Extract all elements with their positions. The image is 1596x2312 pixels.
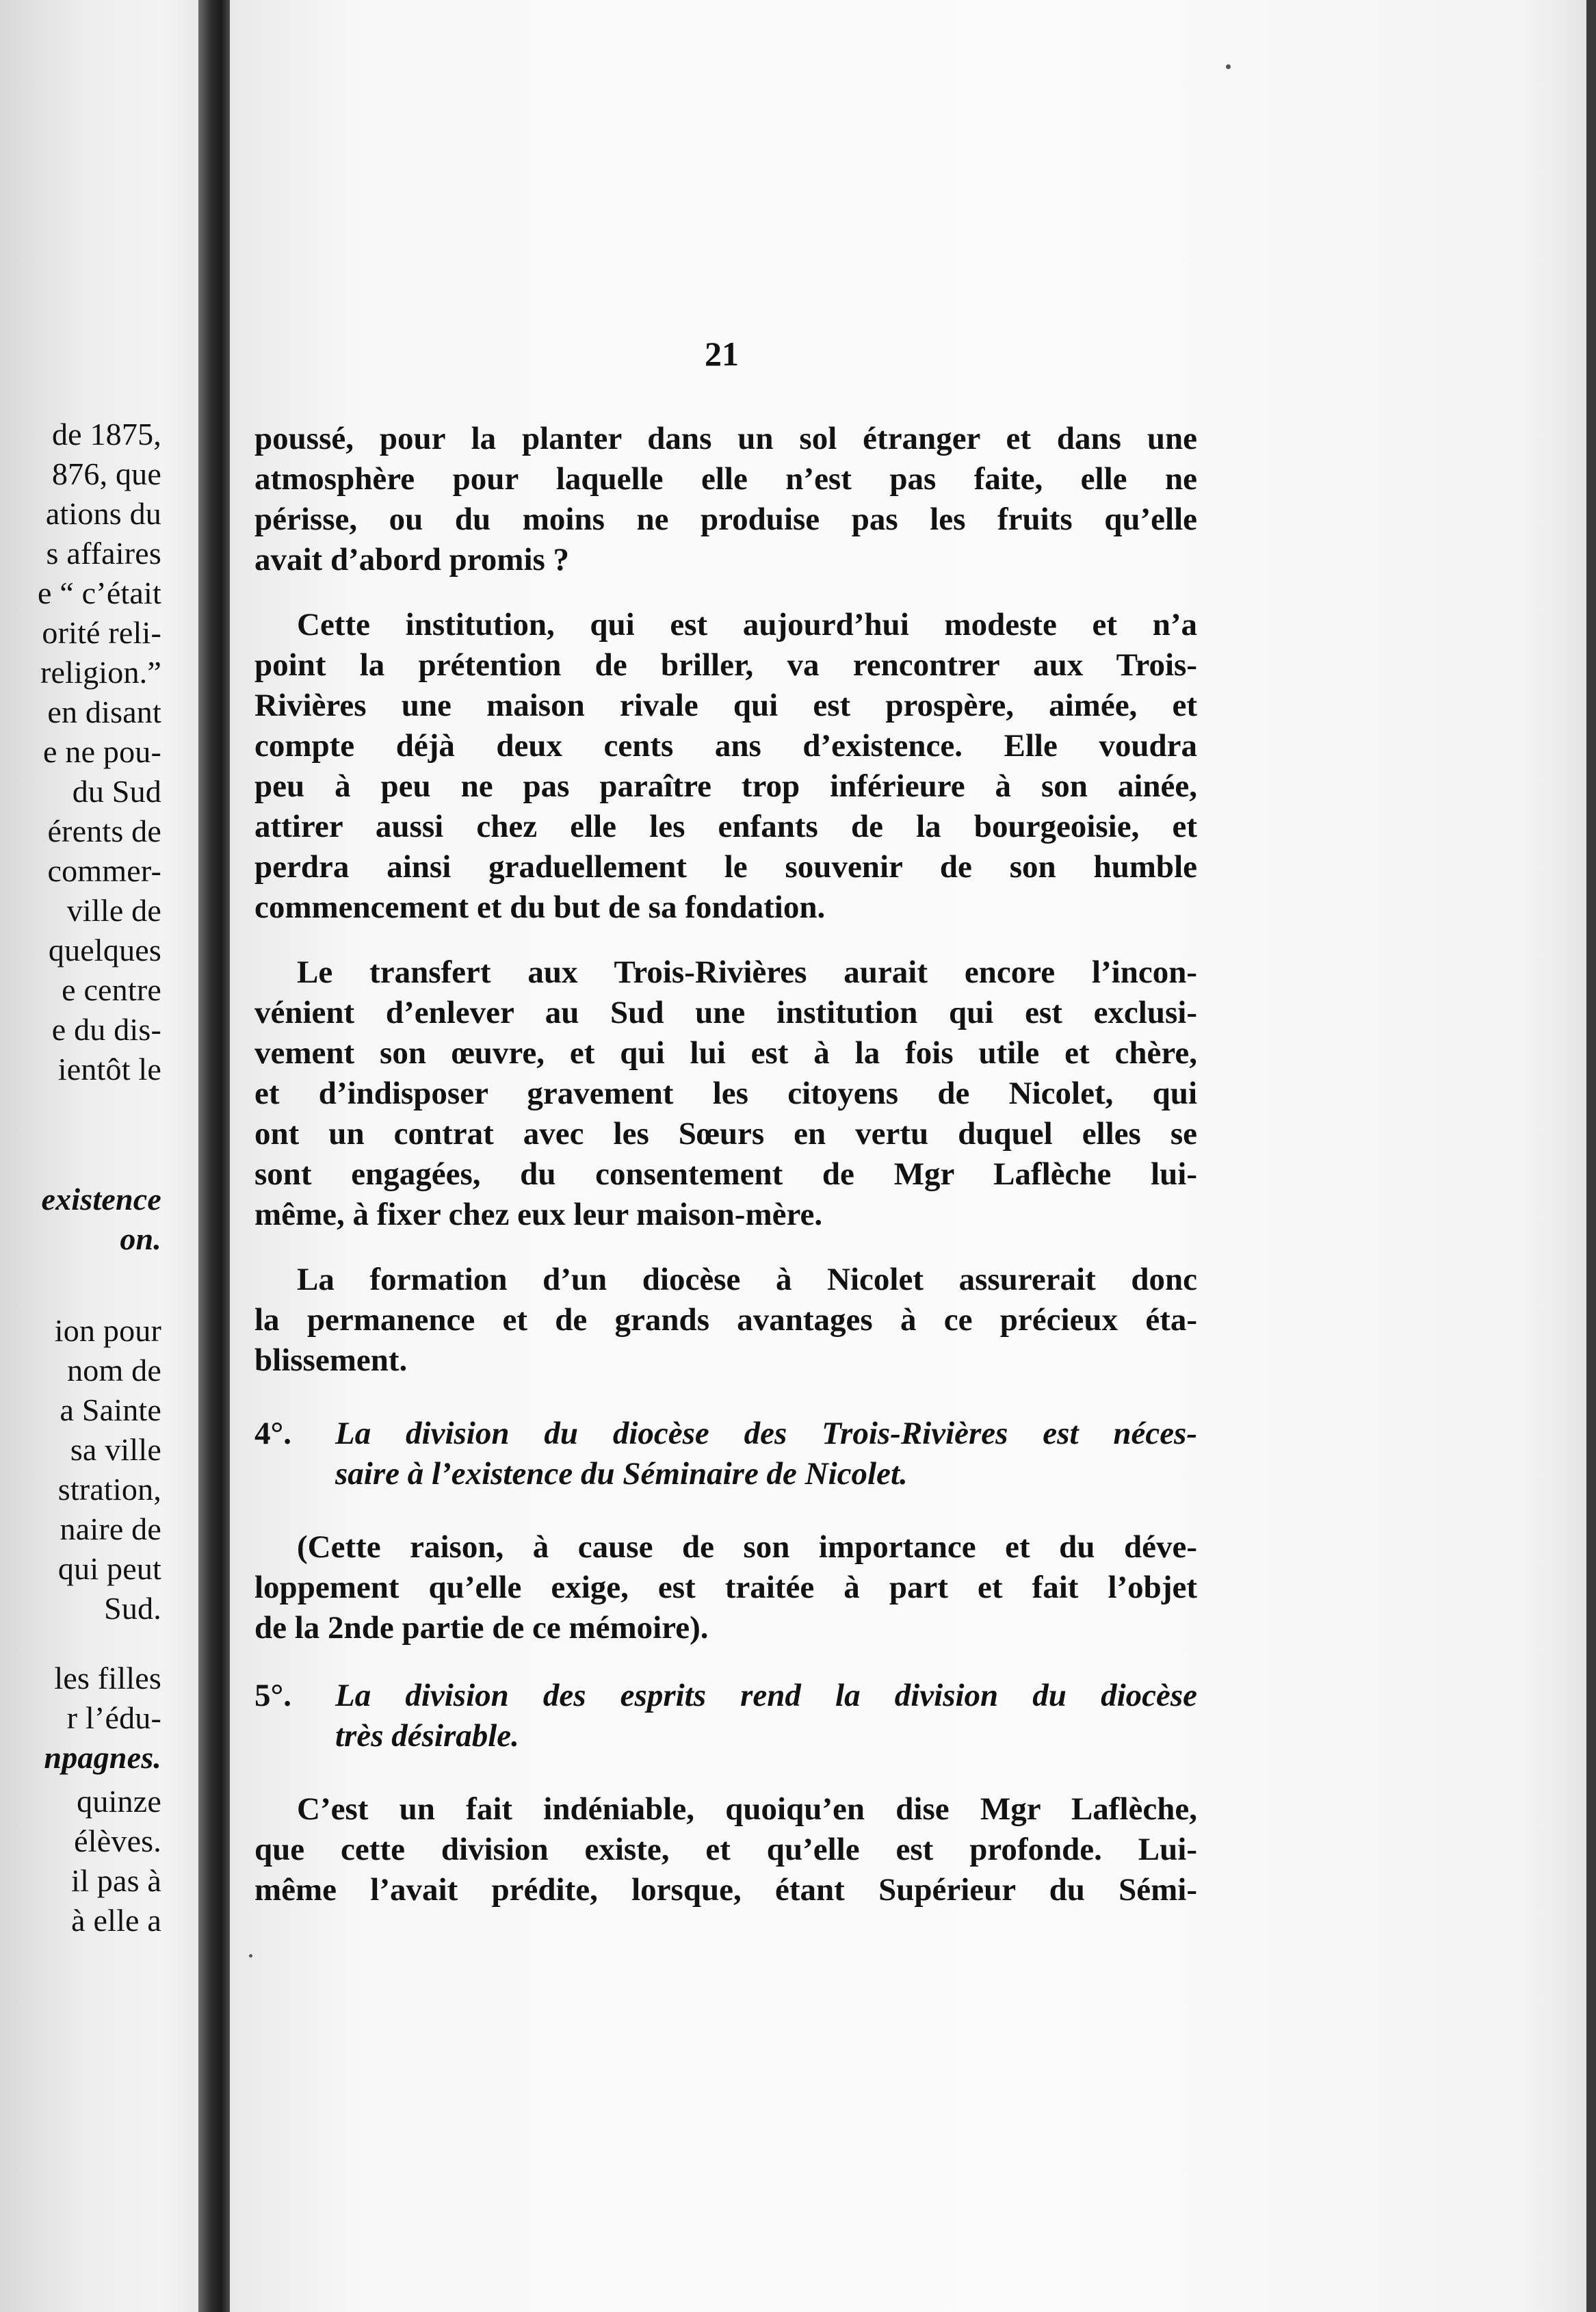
left-line: on. [120,1221,161,1256]
heading-line: très désirable. [335,1718,519,1754]
left-line: existence [41,1182,161,1217]
text-line: attirer aussi chez elle les enfants de la bourgeoisie, et [254,809,1197,844]
left-line: commer- [47,853,161,888]
left-line: de 1875, [51,417,161,452]
text-line: point la prétention de briller, va rencontrer aux Trois- [254,647,1197,683]
text-line: même, à fixer chez eux leur maison-mère. [254,1197,823,1232]
heading-number: 4°. [254,1416,292,1451]
left-line: quinze [77,1784,161,1819]
left-line: ations du [45,496,161,531]
text-line: blissement. [254,1342,408,1378]
left-line: s affaires [46,536,161,571]
left-line: ientôt le [57,1052,161,1087]
dust-speck [249,1954,252,1958]
text-line: périsse, ou du moins ne produise pas les fruits qu’elle [254,502,1197,537]
page-edge-shadow [1586,0,1596,2312]
text-line: atmosphère pour laquelle elle n’est pas faite, elle ne [254,461,1197,497]
left-line: e “ c’était [38,575,161,610]
left-line: en disant [47,694,161,729]
text-line: commencement et du but de sa fondation. [254,889,826,925]
left-line: npagnes. [44,1740,161,1775]
text-line: compte déjà deux cents ans d’existence. Elle voudra [254,728,1197,764]
heading-line [254,1414,1197,1454]
left-line: à elle a [71,1903,161,1938]
left-line: qui peut [57,1551,161,1586]
text-line: et d’indisposer gravement les citoyens de Nicolet, qui [254,1076,1197,1111]
text-line: Cette institution, qui est aujourd’hui modeste et n’a [297,607,1197,642]
heading-text: La division des esprits rend la division du diocèse [335,1678,1197,1713]
left-line: les filles [54,1661,161,1696]
text-line: Le transfert aux Trois-Rivières aurait encore l’incon- [297,954,1197,990]
left-line: du Sud [72,774,161,809]
left-line: a Sainte [60,1392,161,1427]
text-line: même l’avait prédite, lorsque, étant Supérieur du Sémi- [254,1872,1197,1908]
dust-speck [1226,64,1231,69]
heading-line [254,1676,1197,1716]
text-line: La formation d’un diocèse à Nicolet assurerait donc [297,1262,1197,1297]
page-number: 21 [705,335,739,373]
text-line: (Cette raison, à cause de son importance et du déve- [297,1529,1197,1565]
left-line: élèves. [74,1823,161,1858]
left-line: orité reli- [42,615,161,650]
paragraph-final [254,1789,1197,1910]
text-line: ont un contrat avec les Sœurs en vertu duquel elles se [254,1116,1197,1152]
paragraph-1 [254,419,1197,580]
heading-text: La division du diocèse des Trois-Rivières est néces- [335,1416,1197,1451]
page-body [254,419,1197,1910]
text-line: C’est un fait indéniable, quoiqu’en dise Mgr Laflèche, [297,1791,1197,1827]
left-page-fragment [0,0,205,2312]
text-line: perdra ainsi graduellement le souvenir de son humble [254,849,1197,885]
text-line: que cette division existe, et qu’elle est profonde. Lui- [254,1832,1197,1867]
left-line: quelques [48,933,161,967]
section-heading-4 [254,1414,1197,1494]
book-gutter [198,0,231,2312]
left-line: e ne pou- [43,734,161,769]
left-line: nom de [67,1353,161,1388]
left-line: il pas à [71,1863,161,1898]
text-line: sont engagées, du consentement de Mgr Laflèche lui- [254,1156,1197,1192]
left-line: religion.” [40,655,161,690]
text-line: Rivières une maison rivale qui est prospère, aimée, et [254,688,1197,723]
text-line: loppement qu’elle exige, est traitée à part et fait l’objet [254,1570,1197,1605]
left-line: stration, [57,1472,161,1507]
left-line: e du dis- [51,1012,161,1047]
paragraph-3 [254,952,1197,1235]
left-line: r l’édu- [66,1700,161,1735]
paragraph-4 [254,1260,1197,1381]
section-heading-5 [254,1676,1197,1756]
left-line: sa ville [70,1432,161,1467]
text-line: la permanence et de grands avantages à ce précieux éta- [254,1302,1197,1338]
left-line: naire de [60,1511,161,1546]
left-line: érents de [47,814,161,848]
paragraph-parenthetical [254,1527,1197,1648]
text-line: peu à peu ne pas paraître trop inférieure à son ainée, [254,768,1197,804]
left-line: ion pour [54,1313,161,1348]
heading-line: saire à l’existence du Séminaire de Nicolet. [335,1456,908,1492]
text-line: de la 2nde partie de ce mémoire). [254,1610,709,1646]
left-line: Sud. [104,1591,161,1626]
text-line: vénient d’enlever au Sud une institution qui est exclusi- [254,995,1197,1030]
heading-number: 5°. [254,1678,292,1713]
left-line: 876, que [51,456,161,491]
text-line: avait d’abord promis ? [254,542,570,577]
left-line: ville de [66,893,161,928]
text-line: vement son œuvre, et qui lui est à la fois utile et chère, [254,1035,1197,1071]
paragraph-2 [254,605,1197,928]
left-line: e centre [62,972,161,1007]
text-line: poussé, pour la planter dans un sol étranger et dans une [254,421,1197,456]
